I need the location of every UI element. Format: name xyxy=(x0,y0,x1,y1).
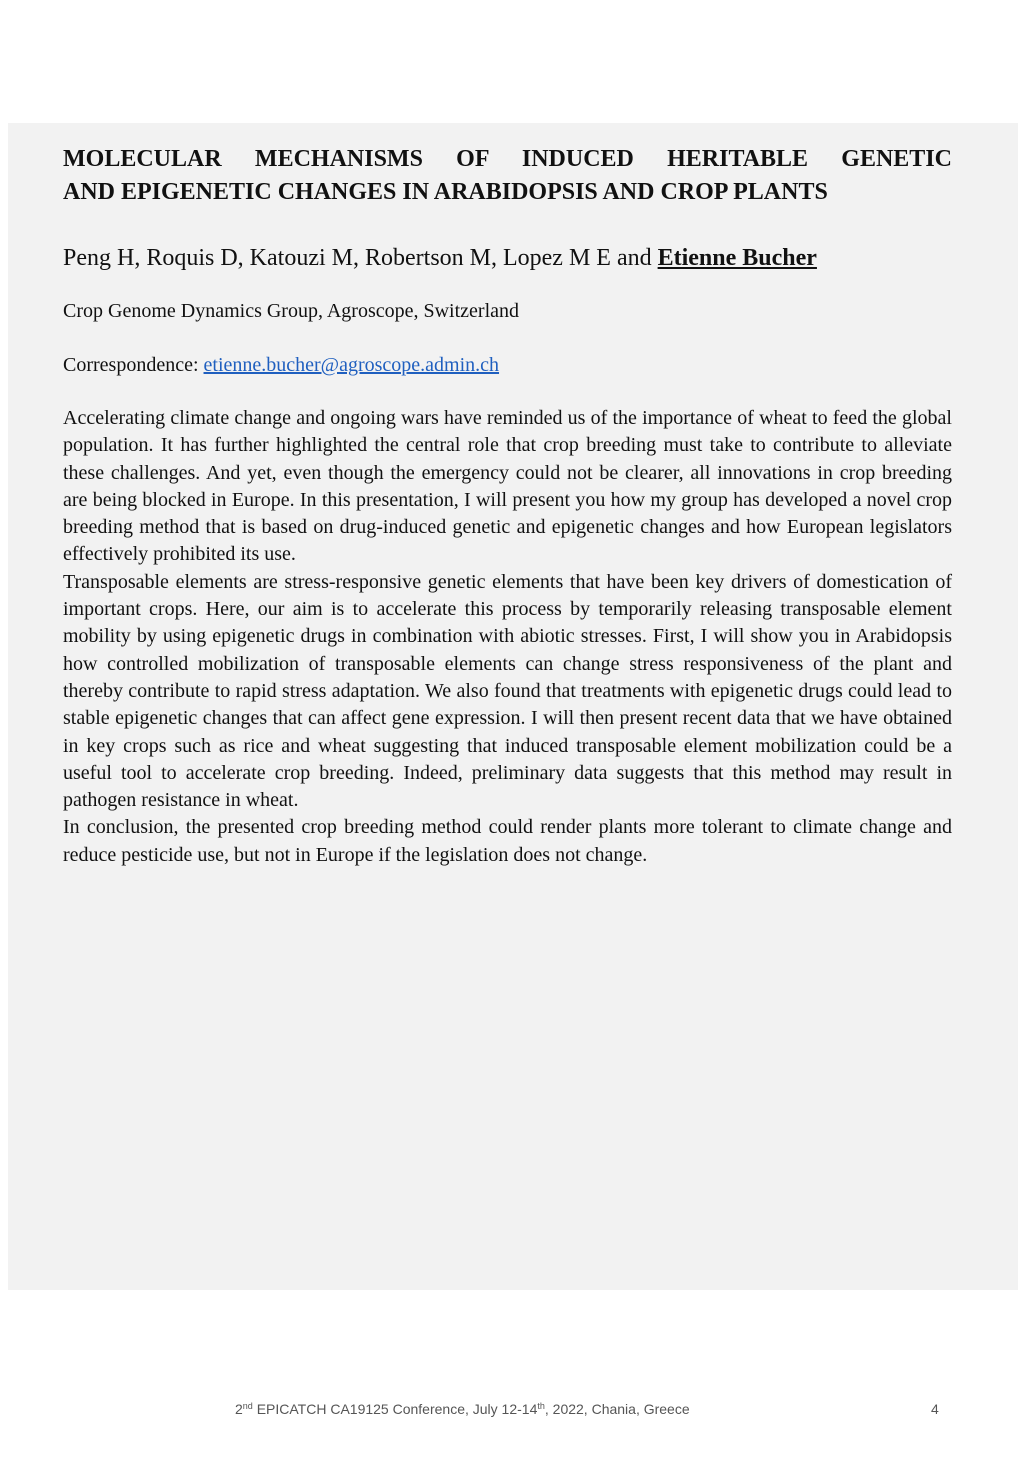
abstract-content xyxy=(63,143,952,869)
edition-suffix: nd xyxy=(242,1401,253,1411)
presenting-author: Etienne Bucher xyxy=(657,245,817,271)
affiliation: Crop Genome Dynamics Group, Agroscope, Switzerland xyxy=(63,300,520,322)
author-list xyxy=(63,243,952,273)
co-authors: Peng H, Roquis D, Katouzi M, Robertson M, Lopez M E and xyxy=(63,245,658,271)
abstract-paragraph-3: In conclusion, the presented crop breeding method could render plants more tolerant to climate change and reduce pesticide use, but not in Europe if the legislation does not change. xyxy=(63,816,952,866)
abstract-paragraph-2: Transposable elements are stress-responsive genetic elements that have been key drivers of domestication of important crops. Here, our aim is to accelerate this process by temporarily releasing transposable element mobility by using epigenetic drugs in combination with abiotic stresses. First, I will show you in Arabidopsis how controlled mobilization of transposable elements can change stress responsiveness of the plant and thereby contribute to rapid stress adaptation. We also found that treatments with epigenetic drugs could lead to stable epigenetic changes that can affect gene expression. I will then present recent data that we have obtained in key crops such as rice and wheat suggesting that induced transposable element mobilization could be a useful tool to accelerate crop breeding. Indeed, preliminary data suggests that this method may result in pathogen resistance in wheat. xyxy=(63,570,952,812)
title-line-1: MOLECULAR MECHANISMS OF INDUCED HERITABLE GENETIC xyxy=(63,146,952,172)
conference-year-location: , 2022, Chania, Greece xyxy=(544,1401,690,1417)
page-number: 4 xyxy=(931,1401,939,1417)
conference-name-dates: EPICATCH CA19125 Conference, July 12-14 xyxy=(252,1401,538,1417)
abstract-paragraph-1: Accelerating climate change and ongoing wars have reminded us of the importance of wheat to feed the global population. It has further highlighted the central role that crop breeding must take to contribute to alleviate these challenges. And yet, even though the emergency could not be clearer, all innovations in crop breeding are being blocked in Europe. In this presentation, I will present you how my group has developed a novel crop breeding method that is based on drug-induced genetic and epigenetic changes and how European legislators effectively prohibited its use. xyxy=(63,407,952,566)
conference-info xyxy=(235,1401,690,1417)
title-line-2: AND EPIGENETIC CHANGES IN ARABIDOPSIS AND CROP PLANTS xyxy=(63,179,828,205)
correspondence-label: Correspondence: xyxy=(63,354,204,376)
correspondence xyxy=(63,352,952,378)
email-link[interactable]: etienne.bucher@agroscope.admin.ch xyxy=(203,354,500,376)
abstract-body xyxy=(63,405,952,869)
edition-number: 2 xyxy=(235,1401,243,1417)
abstract-title xyxy=(63,143,952,209)
date-suffix: th xyxy=(537,1401,545,1411)
